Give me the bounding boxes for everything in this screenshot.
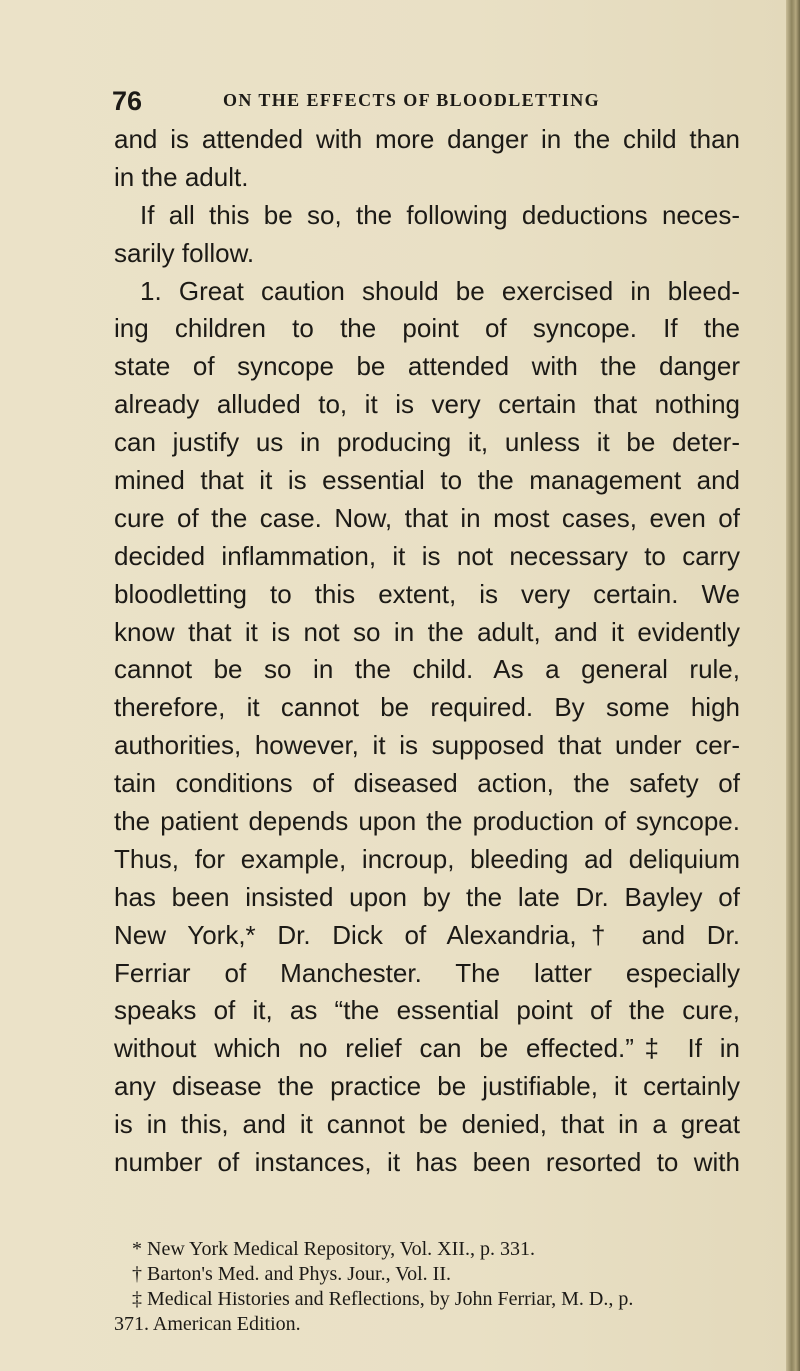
text-line: Thus, for example, incroup, bleeding ad deliquium: [114, 843, 740, 874]
text-line: know that it is not so in the adult, and it evidently: [114, 616, 740, 647]
page-header: [112, 86, 692, 116]
text-line: tain conditions of diseased action, the safety of: [114, 768, 740, 799]
page-edge: [786, 0, 800, 1371]
body-text: [114, 121, 740, 1182]
text-line: number of instances, it has been resorted to with: [114, 1147, 740, 1178]
text-line: ing children to the point of syncope. If the: [114, 313, 740, 344]
footnote: ‡ Medical Histories and Reflections, by John Ferriar, M. D., p.: [132, 1288, 634, 1310]
text-line: therefore, it cannot be required. By some high: [114, 692, 740, 723]
text-line: decided inflammation, it is not necessary to carry: [114, 540, 740, 571]
text-line: New York,* Dr. Dick of Alexandria,† and Dr.: [114, 919, 740, 950]
text-line: any disease the practice be justifiable, it certainly: [114, 1071, 740, 1102]
page-number: 76: [112, 86, 143, 116]
text-line: 1. Great caution should be exercised in bleed-: [140, 275, 740, 306]
text-line: speaks of it, as “the essential point of the cure,: [114, 995, 740, 1026]
text-line: and is attended with more danger in the child than: [114, 124, 740, 154]
text-line: is in this, and it cannot be denied, that in a great: [114, 1109, 740, 1140]
text-line: Ferriar of Manchester. The latter especially: [114, 957, 740, 988]
text-line: in the adult.: [114, 161, 249, 192]
text-line: can justify us in producing it, unless it be deter-: [114, 427, 740, 458]
text-line: without which no relief can be effected.”‡ If in: [114, 1033, 740, 1064]
text-line: If all this be so, the following deductions neces-: [140, 199, 740, 230]
text-line: state of syncope be attended with the danger: [114, 351, 740, 382]
text-line: cannot be so in the child. As a general rule,: [114, 654, 740, 685]
footnote: 371. American Edition.: [114, 1313, 301, 1335]
text-line: authorities, however, it is supposed that under cer-: [114, 730, 740, 761]
text-line: has been insisted upon by the late Dr. Bayley of: [114, 881, 740, 912]
text-line: bloodletting to this extent, is very certain. We: [114, 578, 740, 609]
running-head: ON THE EFFECTS OF BLOODLETTING: [223, 90, 601, 110]
text-line: mined that it is essential to the management and: [114, 465, 740, 496]
text-line: sarily follow.: [114, 237, 255, 268]
footnote: † Barton's Med. and Phys. Jour., Vol. II.: [132, 1263, 451, 1285]
text-line: the patient depends upon the production of syncope.: [114, 806, 740, 837]
footnote: * New York Medical Repository, Vol. XII., p. 331.: [132, 1238, 535, 1260]
text-line: cure of the case. Now, that in most cases, even of: [114, 502, 740, 533]
text-line: already alluded to, it is very certain that nothing: [114, 389, 740, 420]
footnotes: [114, 1237, 748, 1337]
